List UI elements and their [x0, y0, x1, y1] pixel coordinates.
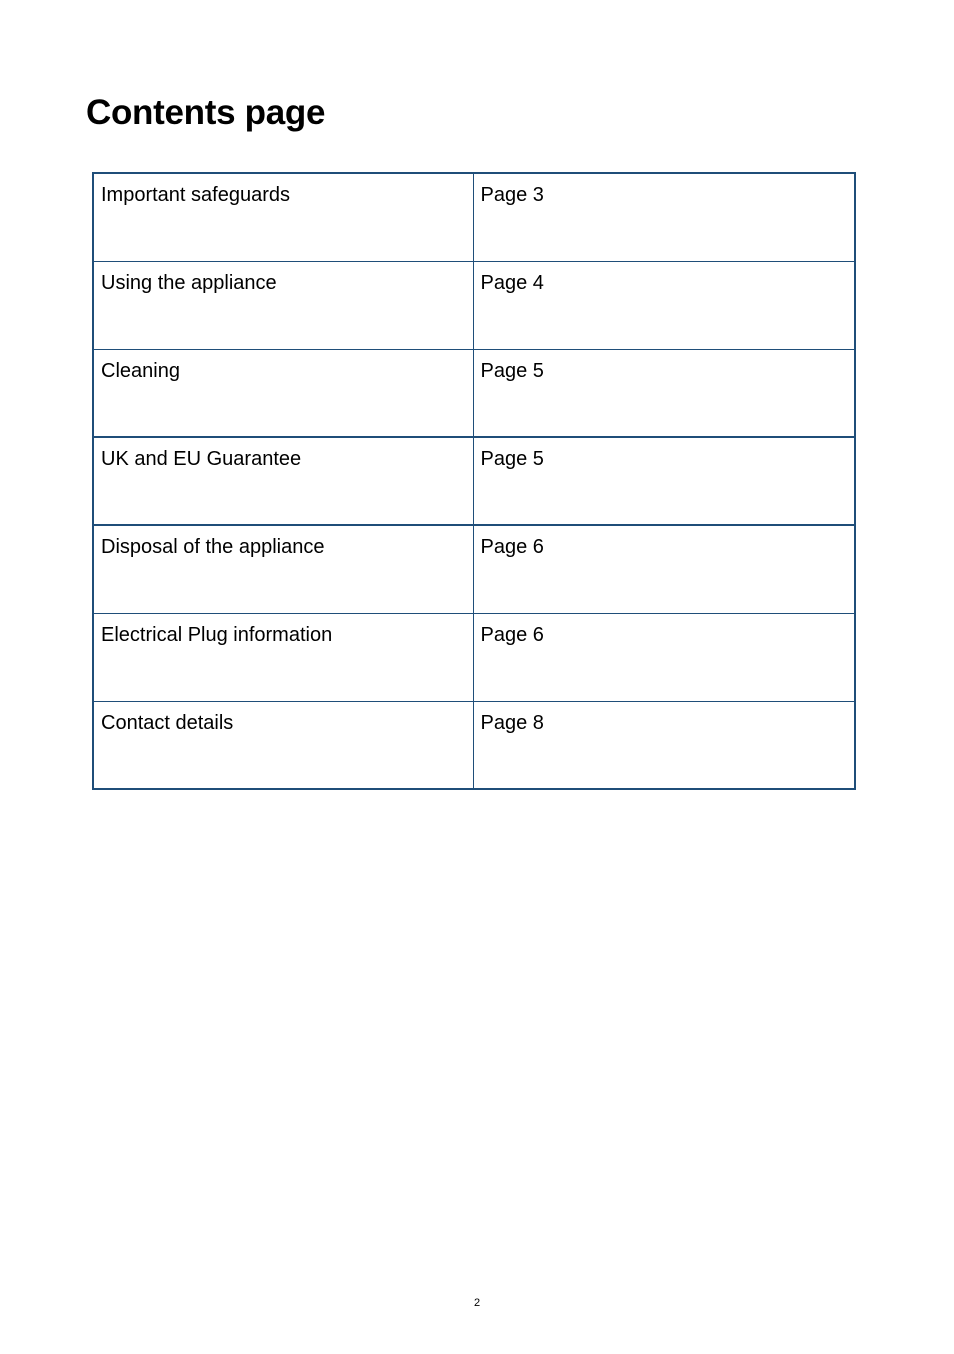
table-row — [93, 525, 855, 613]
section-page: Page 8 — [473, 701, 855, 789]
table-row — [93, 173, 855, 261]
section-title: Disposal of the appliance — [93, 525, 473, 613]
section-page: Page 6 — [473, 613, 855, 701]
section-page: Page 5 — [473, 349, 855, 437]
page-number: 2 — [473, 1297, 481, 1309]
table-row — [93, 349, 855, 437]
page-title: Contents page — [86, 93, 326, 132]
table-row — [93, 613, 855, 701]
section-title: Important safeguards — [93, 173, 473, 261]
table-row — [93, 437, 855, 525]
section-title: Using the appliance — [93, 261, 473, 349]
table-row — [93, 261, 855, 349]
contents-table — [92, 172, 856, 790]
section-page: Page 3 — [473, 173, 855, 261]
section-title: UK and EU Guarantee — [93, 437, 473, 525]
section-page: Page 4 — [473, 261, 855, 349]
section-title: Cleaning — [93, 349, 473, 437]
section-title: Electrical Plug information — [93, 613, 473, 701]
table-row — [93, 701, 855, 789]
section-page: Page 5 — [473, 437, 855, 525]
section-title: Contact details — [93, 701, 473, 789]
section-page: Page 6 — [473, 525, 855, 613]
